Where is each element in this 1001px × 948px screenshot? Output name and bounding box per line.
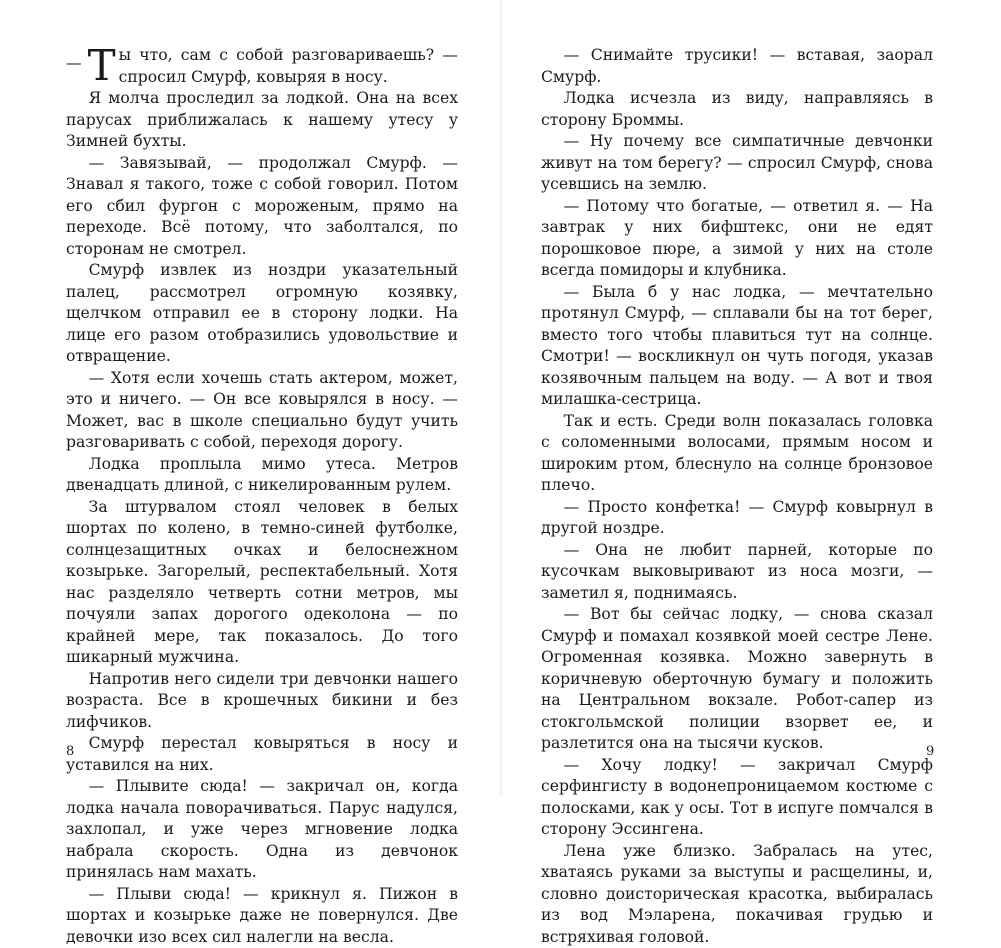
opening-dash: — bbox=[66, 53, 82, 75]
paragraph: — Плыви сюда! — крикнул я. Пижон в шортах и козырьке даже не повернулся. Две девочки изо всех сил налегли на весла. bbox=[66, 884, 458, 948]
paragraph: Лодка проплыла мимо утеса. Метров двенадцать длиной, с никелированным рулем. bbox=[66, 454, 458, 497]
drop-cap: Т bbox=[88, 47, 116, 85]
paragraph: — Потому что богатые, — ответил я. — На завтрак у них бифштекс, они не едят порошковое пюре, а зимой у них на столе всегда помидоры и клубника. bbox=[541, 196, 933, 282]
page-number-right: 9 bbox=[926, 744, 934, 760]
paragraph: — Вот бы сейчас лодку, — снова сказал Смурф и помахал козявкой моей сестре Лене. Огроменная козявка. Можно завернуть в коричневую оберточную бумагу и положить на Центральном вокзале. Робот-сапер из стокгольмской полиции взорвет ее, и разлетится она на тысячи кусков. bbox=[541, 604, 933, 755]
paragraph: Смурф перестал ковыряться в носу и уставился на них. bbox=[66, 733, 458, 776]
opening-paragraph: ы что, сам с собой разговариваешь? — спросил Смурф, ковыряя в носу. bbox=[66, 45, 458, 88]
paragraph: — Хочу лодку! — закричал Смурф серфингисту в водонепроницаемом костюме с полосками, как у осы. Тот в испуге помчался в сторону Эссингена. bbox=[541, 755, 933, 841]
paragraph: Лодка исчезла из виду, направляясь в сторону Броммы. bbox=[541, 88, 933, 131]
paragraph: Я молча проследил за лодкой. Она на всех парусах приближалась к нашему утесу у Зимней бухты. bbox=[66, 88, 458, 153]
paragraph: — Была б у нас лодка, — мечтательно протянул Смурф, — сплавали бы на тот берег, вместо того чтобы плавиться тут на солнце. Смотри! — воскликнул он чуть погодя, указав козявочным пальцем на воду. — А вот и твоя милашка-сестрица. bbox=[541, 282, 933, 411]
paragraph: — Просто конфетка! — Смурф ковырнул в другой ноздре. bbox=[541, 497, 933, 540]
page-gutter bbox=[498, 0, 504, 795]
paragraph: — Снимайте трусики! — вставая, заорал Смурф. bbox=[541, 45, 933, 88]
left-page bbox=[66, 45, 458, 725]
paragraph: За штурвалом стоял человек в белых шортах по колено, в темно-синей футболке, солнцезащитных очках и белоснежном козырьке. Загорелый, респектабельный. Хотя нас разделяло четверть сотни метров, мы почуяли запах дорогого одеколона — по крайней мере, так показалось. До того шикарный мужчина. bbox=[66, 497, 458, 669]
right-page bbox=[541, 45, 933, 725]
paragraph: — Хотя если хочешь стать актером, может, это и ничего. — Он все ковырялся в носу. — Может, вас в школе специально будут учить разговаривать с собой, переходя дорогу. bbox=[66, 368, 458, 454]
paragraph: Так и есть. Среди волн показалась головка с соломенными волосами, прямым носом и широким ртом, блеснуло на солнце бронзовое плечо. bbox=[541, 411, 933, 497]
paragraph: — Она не любит парней, которые по кусочкам выковыривают из носа мозги, — заметил я, поднимаясь. bbox=[541, 540, 933, 605]
paragraph: Смурф извлек из ноздри указательный палец, рассмотрел огромную козявку, щелчком отправил ее в сторону лодки. На лице его разом отобразились удовольствие и отвращение. bbox=[66, 260, 458, 368]
paragraph: Лена уже близко. Забралась на утес, хватаясь руками за выступы и расщелины, и, словно доисторическая красотка, выбиралась из вод Мэларена, покачивая грудью и встряхивая головой. bbox=[541, 841, 933, 948]
paragraph: Напротив него сидели три девчонки нашего возраста. Все в крошечных бикини и без лифчиков. bbox=[66, 669, 458, 734]
paragraph: — Завязывай, — продолжал Смурф. — Знавал я такого, тоже с собой говорил. Потом его сбил фургон с мороженым, прямо на переходе. Всё потому, что заболтался, по сторонам не смотрел. bbox=[66, 153, 458, 261]
paragraph: — Плывите сюда! — закричал он, когда лодка начала поворачиваться. Парус надулся, захлопал, и уже через мгновение лодка набрала скорость. Одна из девчонок принялась нам махать. bbox=[66, 776, 458, 884]
paragraph: — Ну почему все симпатичные девчонки живут на том берегу? — спросил Смурф, снова усевшись на землю. bbox=[541, 131, 933, 196]
page-number-left: 8 bbox=[66, 744, 74, 760]
